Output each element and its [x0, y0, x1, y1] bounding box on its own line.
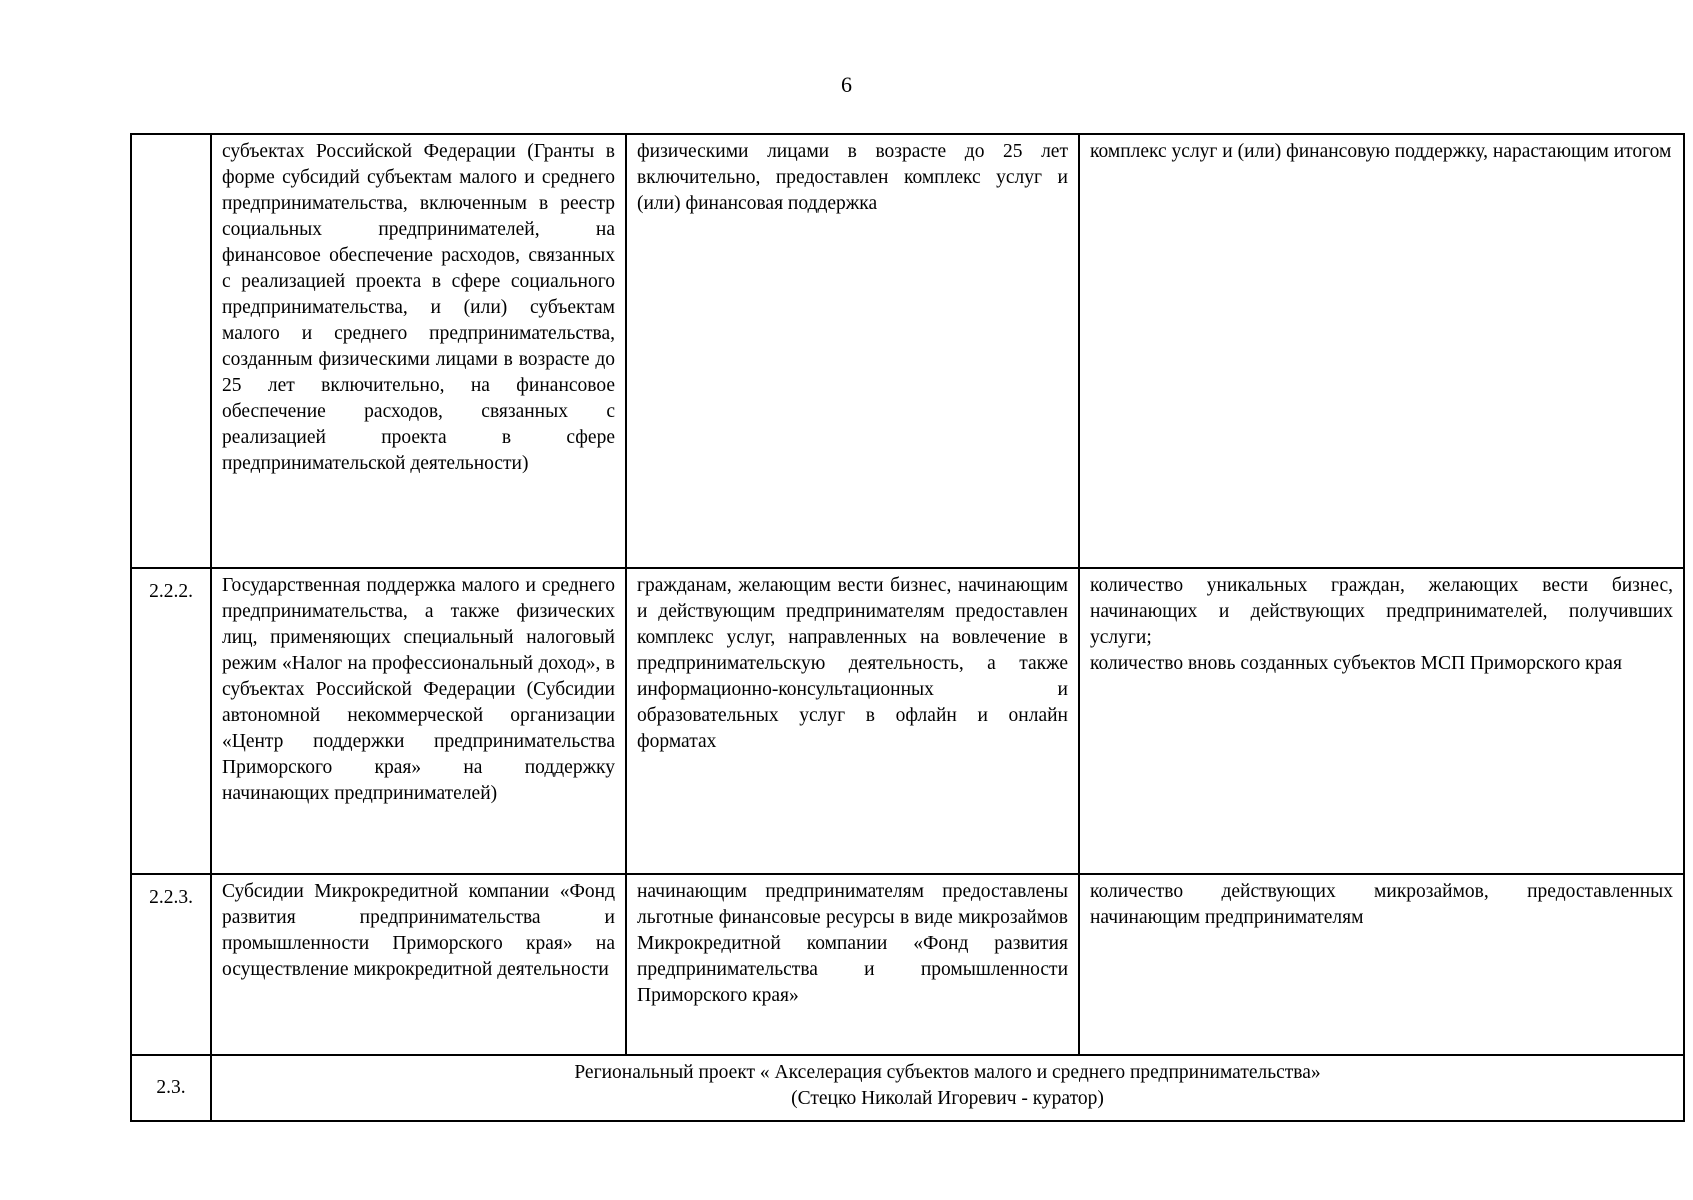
indicator-line: количество вновь созданных субъектов МСП Приморского края — [1090, 653, 1622, 674]
event-cell: субъектах Российской Федерации (Гранты в форме субсидий субъектам малого и среднего предпринимательства, включенным в реестр социальных предпринимателей, на финансовое обеспечение расходов, связанных с реализацией проекта в сфере социального предпринимательства, и (или) субъектам малого и среднего предпринимательства, созданным физическими лицами в возрасте до 25 лет включительно, на финансовое обеспечение расходов, связанных с реализацией проекта в сфере предпринимательской деятельности) — [211, 134, 626, 568]
page-number: 6 — [841, 72, 852, 97]
row-number: 2.2.2. — [131, 568, 211, 874]
indicator-cell: комплекс услуг и (или) финансовую поддержку, нарастающим итогом — [1079, 134, 1684, 568]
result-cell: начинающим предпринимателям предоставлены льготные финансовые ресурсы в виде микрозаймов Микрокредитной компании «Фонд развития предпринимательства и промышленности Приморского края» — [626, 874, 1079, 1055]
indicator-line: количество уникальных граждан, желающих вести бизнес, начинающих и действующих предпринимателей, получивших услуги; — [1090, 575, 1673, 648]
table-row — [131, 568, 1684, 874]
program-table — [130, 133, 1685, 1122]
section-number: 2.3. — [131, 1055, 211, 1121]
section-header — [211, 1055, 1684, 1121]
row-number: 2.2.3. — [131, 874, 211, 1055]
indicator-cell: количество действующих микрозаймов, предоставленных начинающим предпринимателям — [1079, 874, 1684, 1055]
section-title: Региональный проект « Акселерация субъектов малого и среднего предпринимательства» — [574, 1062, 1321, 1083]
indicator-cell — [1079, 568, 1684, 874]
result-cell: физическими лицами в возрасте до 25 лет включительно, предоставлен комплекс услуг и (или) финансовая поддержка — [626, 134, 1079, 568]
section-curator: (Стецко Николай Игоревич - куратор) — [791, 1088, 1104, 1109]
section-row — [131, 1055, 1684, 1121]
event-cell: Субсидии Микрокредитной компании «Фонд развития предпринимательства и промышленности Приморского края» на осуществление микрокредитной деятельности — [211, 874, 626, 1055]
table-row — [131, 874, 1684, 1055]
table-row — [131, 134, 1684, 568]
event-cell: Государственная поддержка малого и среднего предпринимательства, а также физических лиц, применяющих специальный налоговый режим «Налог на профессиональный доход», в субъектах Российской Федерации (Субсидии автономной некоммерческой организации «Центр поддержки предпринимательства Приморского края» на поддержку начинающих предпринимателей) — [211, 568, 626, 874]
result-cell: гражданам, желающим вести бизнес, начинающим и действующим предпринимателям предоставлен комплекс услуг, направленных на вовлечение в предпринимательскую деятельность, а также информационно-консультационных и образовательных услуг в офлайн и онлайн форматах — [626, 568, 1079, 874]
row-number — [131, 134, 211, 568]
